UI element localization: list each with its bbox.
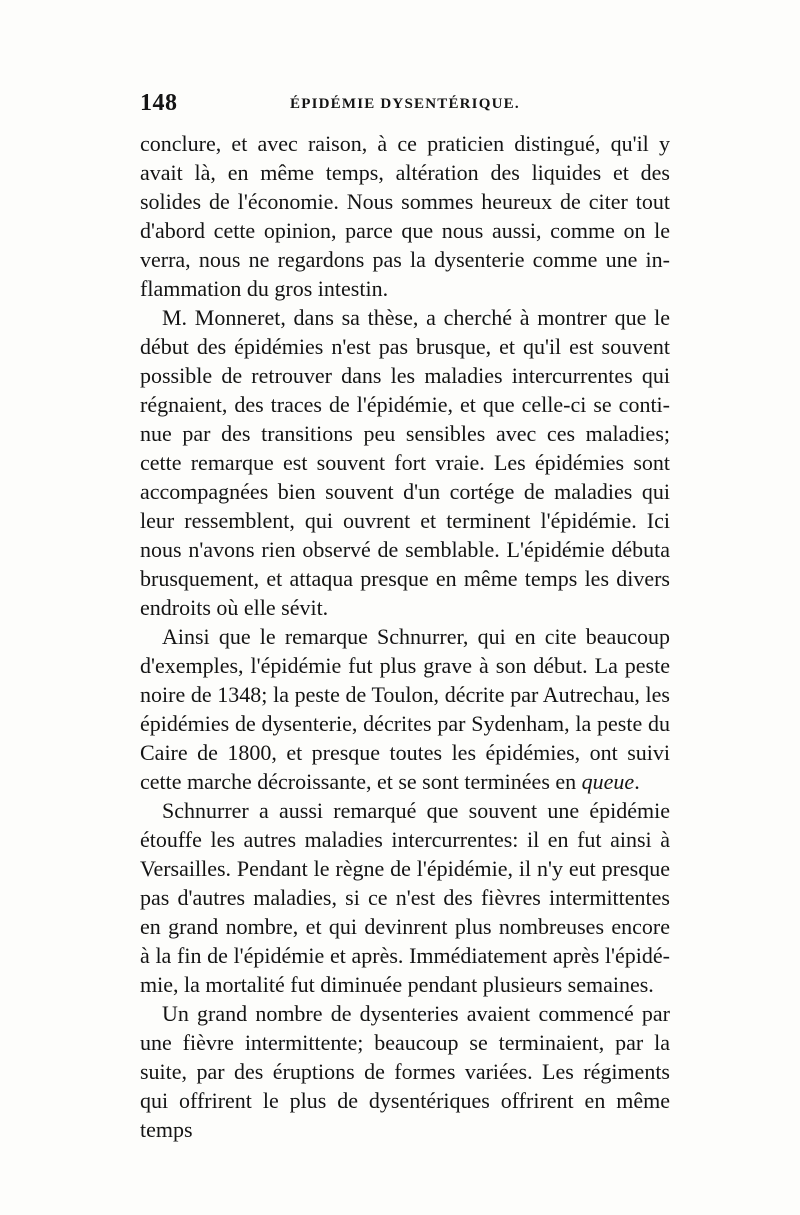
page-header [140, 90, 670, 126]
paragraph-3-end: . [634, 769, 640, 794]
paragraph-1: conclure, et avec raison, à ce praticien distingué, qu'il y avait là, en même temps, altération des liquides et des solides de l'économie. Nous sommes heureux de citer tout d'abord cette opinion, parce que nous aussi, comme on le verra, nous ne regardons pas la dysenterie comme une inflammation du gros intestin. [140, 131, 670, 301]
paragraph-3-italic: queue [581, 769, 635, 794]
paragraph-5: Un grand nombre de dysenteries avaient commencé par une fièvre intermittente; beaucoup se terminaient, par la suite, par des éruptions de formes variées. Les régiments qui offrirent le plus de dysentériques offrirent en même temps [140, 1001, 670, 1142]
paragraph-2: M. Monneret, dans sa thèse, a cherché à montrer que le début des épidémies n'est pas brusque, et qu'il est souvent possible de retrouver dans les maladies intercurrentes qui régnaient, des traces de l'épidémie, et que celle-ci se continue par des transitions peu sensibles avec ces maladies; cette remarque est souvent fort vraie. Les épidémies sont accompagnées bien souvent d'un cortége de maladies qui leur ressemblent, qui ouvrent et terminent l'épidémie. Ici nous n'avons rien observé de semblable. L'épidémie débuta brusquement, et attaqua presque en même temps les divers endroits où elle sévit. [140, 305, 670, 620]
body-text [140, 129, 670, 1144]
page-number: 148 [140, 90, 178, 116]
paragraph-4: Schnurrer a aussi remarqué que souvent une épidémie étouffe les autres maladies intercurrentes: il en fut ainsi à Versailles. Pendant le règne de l'épidémie, il n'y eut presque pas d'autres maladies, si ce n'est des fièvres intermittentes en grand nombre, et qui devinrent plus nombreuses encore à la fin de l'épidémie et après. Immédiatement après l'épidémie, la mortalité fut diminuée pendant plusieurs semaines. [140, 798, 670, 997]
paragraph-3-text: Ainsi que le remarque Schnurrer, qui en cite beaucoup d'exemples, l'épidémie fut plus grave à son début. La peste noire de 1348; la peste de Toulon, décrite par Autrechau, les épidémies de dysenterie, décrites par Sydenham, la peste du Caire de 1800, et presque toutes les épidémies, ont suivi cette marche décroissante, et se sont terminées en [140, 624, 670, 794]
paragraph-3 [140, 622, 670, 796]
running-title: ÉPIDÉMIE DYSENTÉRIQUE. [290, 96, 520, 112]
